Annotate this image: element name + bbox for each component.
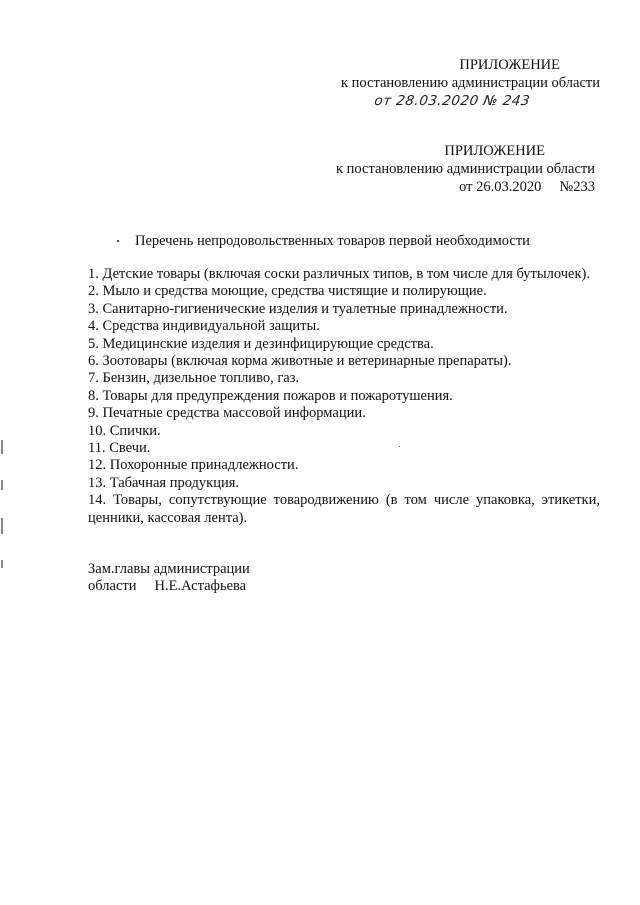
appendix-title: ПРИЛОЖЕНИЕ xyxy=(459,57,560,73)
appendix-number: №233 xyxy=(559,179,595,195)
scan-speck xyxy=(399,446,400,447)
goods-list xyxy=(88,266,600,527)
list-item: 3. Санитарно-гигиенические изделия и туалетные принадлежности. xyxy=(88,300,508,317)
appendix-header-original xyxy=(336,142,595,196)
scan-dot xyxy=(117,240,119,242)
scan-margin-marks xyxy=(0,440,4,600)
list-item: 1. Детские товары (включая соски различных типов, в том числе для бутылочек). xyxy=(88,266,590,282)
list-item: 4. Средства индивидуальной защиты. xyxy=(88,318,320,335)
list-item: 10. Спички. xyxy=(88,422,161,439)
appendix-subtitle: к постановлению администрации области xyxy=(340,75,600,91)
list-item: 13. Табачная продукция. xyxy=(88,474,240,491)
appendix-header-amended xyxy=(341,56,600,110)
list-item: 11. Свечи. xyxy=(88,440,151,457)
list-item: 2. Мыло и средства моющие, средства чистящие и полирующие. xyxy=(88,283,487,300)
list-item: 7. Бензин, дизельное топливо, газ. xyxy=(88,370,300,387)
signature-position: Зам.главы администрации xyxy=(88,561,250,577)
appendix-date-line xyxy=(336,178,595,196)
list-item: 12. Похоронные принадлежности. xyxy=(88,457,299,474)
list-item: 14. Товары, сопутствующие товародвижению (в том числе упаковка, этикетки, ценники, кассовая лента). xyxy=(88,492,600,526)
handwritten-amendment: от 28.03.2020 № 243 xyxy=(373,93,532,109)
signature-name: Н.Е.Астафьева xyxy=(154,578,247,594)
list-item: 6. Зоотовары (включая корма животные и ветеринарные препараты). xyxy=(88,353,512,370)
list-item: 9. Печатные средства массовой информации. xyxy=(88,405,366,422)
appendix-title: ПРИЛОЖЕНИЕ xyxy=(444,143,545,159)
document-title: Перечень непродовольственных товаров первой необходимости xyxy=(135,233,530,249)
signature-region: области xyxy=(88,578,137,594)
appendix-date: от 26.03.2020 xyxy=(459,179,542,195)
signature-block xyxy=(88,561,250,595)
appendix-subtitle: к постановлению администрации области xyxy=(335,161,595,177)
list-item: 8. Товары для предупреждения пожаров и пожаротушения. xyxy=(88,387,453,404)
signature-line xyxy=(88,578,250,595)
list-item: 5. Медицинские изделия и дезинфицирующие средства. xyxy=(88,335,434,352)
